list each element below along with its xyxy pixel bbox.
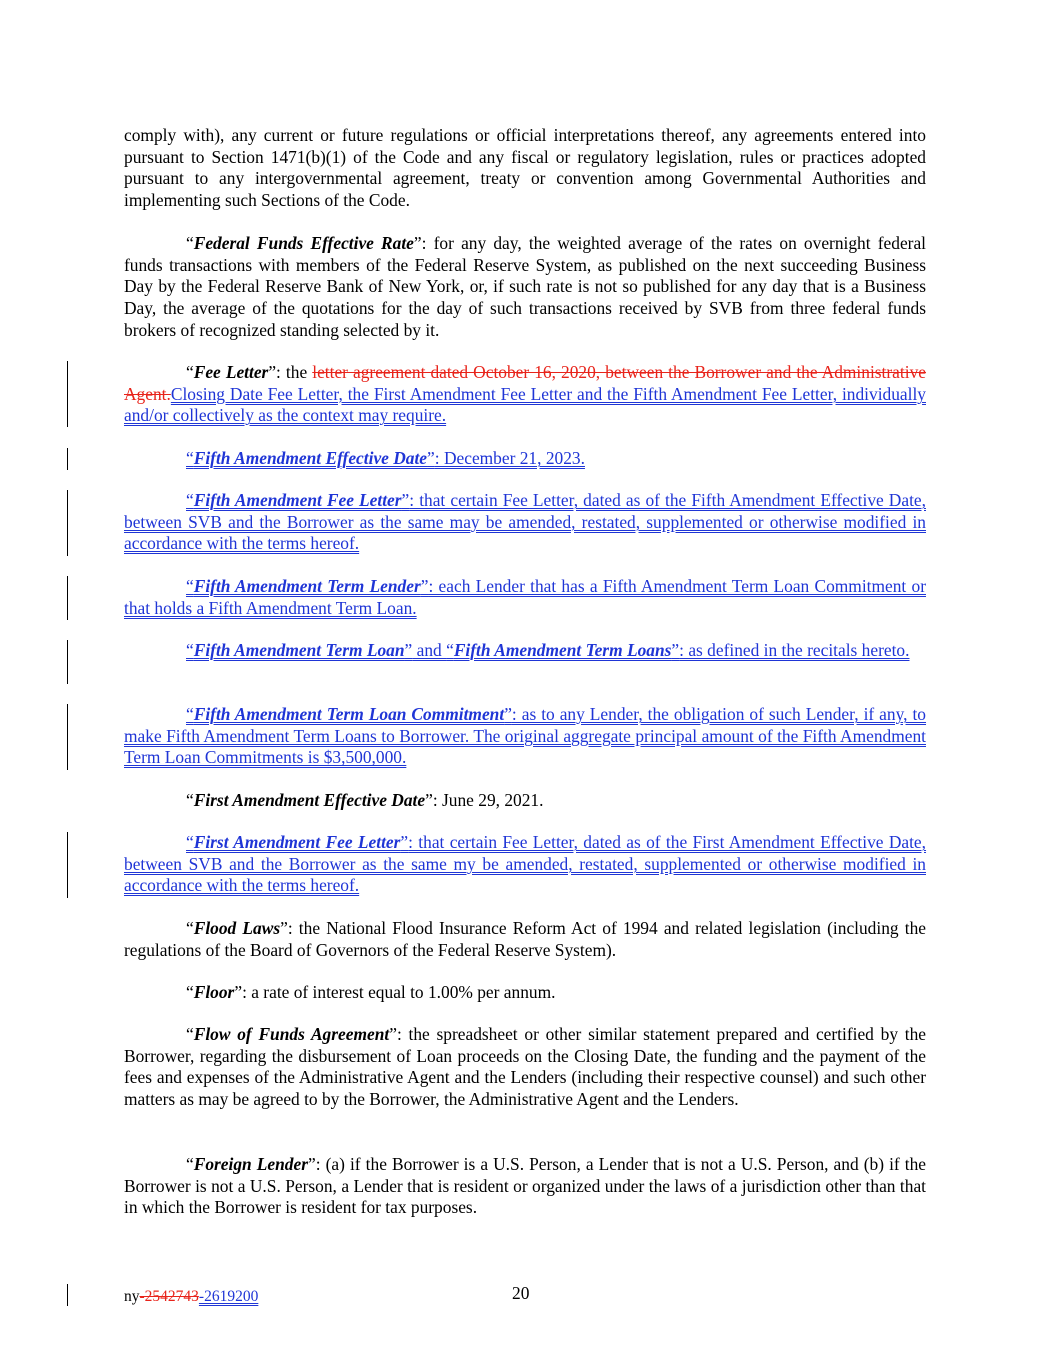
open-quote: “: [186, 576, 194, 596]
defined-term: Foreign Lender: [193, 1154, 308, 1174]
defined-term: Fifth Amendment Fee Letter: [193, 490, 402, 510]
definition-foreign-lender: [124, 1154, 926, 1219]
definition-flood-laws: [124, 918, 926, 961]
defined-term: Floor: [193, 982, 235, 1002]
definition-text: : that certain Fee Letter, dated as of the First Amendment Effective Date, between SVB and the Borrower as the same my be amended, restated, supplemented or otherwise modified in accordance with the terms hereof.: [124, 832, 927, 896]
definition-text: : the: [276, 362, 313, 382]
definition-first-amendment-fee-letter: [124, 832, 926, 897]
close-quote: ”: [425, 790, 433, 810]
defined-term: Fee Letter: [193, 362, 269, 382]
change-bar: [67, 1284, 68, 1306]
definition-fifth-amendment-effective-date: [124, 448, 926, 470]
definition-text: : as defined in the recitals hereto.: [679, 640, 910, 660]
conjunction: and: [412, 640, 447, 660]
defined-term: Federal Funds Effective Rate: [193, 233, 414, 253]
inserted-text: Closing Date Fee Letter, the First Amendment Fee Letter and the Fifth Amendment Fee Letter, individually and/or collectively as the context may require.: [124, 383, 926, 426]
definition-flow-of-funds-agreement: [124, 1024, 926, 1111]
close-quote: ”: [404, 640, 413, 660]
close-quote: ”: [389, 1024, 397, 1044]
open-quote: “: [186, 640, 194, 660]
definition-text: : (a) if the Borrower is a U.S. Person, a Lender that is not a U.S. Person, and (b) if the Borrower is not a U.S. Person, a Lender that is resident or organized under the laws of a jurisdiction other than that in which the Borrower is resident for tax purposes.: [124, 1154, 926, 1218]
open-quote: “: [446, 640, 454, 660]
definition-fifth-amendment-term-lender: [124, 576, 926, 619]
close-quote: ”: [413, 233, 422, 253]
change-bar: [67, 704, 68, 770]
definition-text: : a rate of interest equal to 1.00% per annum.: [242, 982, 556, 1002]
open-quote: “: [186, 362, 194, 382]
defined-term: First Amendment Fee Letter: [193, 832, 401, 852]
change-bar: [67, 576, 68, 620]
change-bar: [67, 640, 68, 684]
close-quote: ”: [504, 704, 512, 724]
definition-fifth-amendment-fee-letter: [124, 490, 926, 555]
close-quote: ”: [268, 362, 277, 382]
open-quote: “: [186, 918, 194, 938]
document-id-deleted: -2542743: [139, 1288, 199, 1305]
defined-term: Fifth Amendment Term Loan Commitment: [193, 704, 505, 724]
change-bar: [67, 832, 68, 898]
open-quote: “: [186, 490, 194, 510]
document-id: [124, 1286, 258, 1308]
paragraph-fatca-continuation: [124, 125, 926, 212]
defined-term: Fifth Amendment Term Loans: [453, 640, 672, 660]
page-number: 20: [512, 1283, 530, 1303]
definition-text: : December 21, 2023.: [434, 448, 585, 468]
paragraph-text: comply with), any current or future regulations or official interpretations thereof, any agreements entered into pursuant to Section 1471(b)(1) of the Code and any fiscal or regulatory legislation, rules or practices adopted pursuant to any intergovernmental agreement, treaty or convention among Governmental Authorities and implementing such Sections of the Code.: [124, 125, 926, 211]
close-quote: ”: [280, 918, 288, 938]
definition-federal-funds-effective-rate: [124, 233, 926, 342]
close-quote: ”: [234, 982, 243, 1002]
change-bar: [67, 361, 68, 427]
open-quote: “: [186, 1154, 194, 1174]
defined-term: Fifth Amendment Term Lender: [193, 576, 421, 596]
deleted-text: letter agreement dated October 16, 2020, between the Borrower and the Administrative Agent.: [124, 362, 926, 404]
document-id-inserted: -2619200: [198, 1288, 259, 1305]
change-bar: [67, 448, 68, 470]
close-quote: ”: [427, 448, 435, 468]
definition-text: : as to any Lender, the obligation of such Lender, if any, to make Fifth Amendment Term Loans to Borrower. The original aggregate principal amount of the Fifth Amendment Term Loan Commitments is $3,500,000.: [124, 704, 927, 768]
close-quote: ”: [307, 1154, 316, 1174]
definition-fifth-amendment-term-loan-commitment: [124, 704, 926, 769]
definition-fee-letter: [124, 362, 926, 427]
defined-term: Fifth Amendment Effective Date: [193, 448, 428, 468]
definition-text: : June 29, 2021.: [432, 790, 544, 810]
open-quote: “: [186, 982, 194, 1002]
open-quote: “: [186, 790, 194, 810]
close-quote: ”: [401, 490, 410, 510]
definition-floor: [124, 982, 926, 1004]
defined-term: Flow of Funds Agreement: [193, 1024, 390, 1044]
open-quote: “: [186, 233, 194, 253]
defined-term: First Amendment Effective Date: [193, 790, 426, 810]
definition-text: : each Lender that has a Fifth Amendment Term Loan Commitment or that holds a Fifth Amendment Term Loan.: [124, 576, 926, 618]
close-quote: ”: [420, 576, 429, 596]
document-id-prefix: ny: [124, 1288, 140, 1305]
change-bar: [67, 490, 68, 556]
defined-term: Fifth Amendment Term Loan: [193, 640, 405, 660]
open-quote: “: [186, 1024, 194, 1044]
definition-text: : for any day, the weighted average of the rates on overnight federal funds transactions with members of the Federal Reserve System, as published on the next succeeding Business Day by the Federal Reserve Bank of New York, or, if such rate is not so published for any day that is a Business Day, the average of the quotations for the day of such transactions received by SVB from three federal funds brokers of recognized standing selected by it.: [124, 233, 926, 340]
definition-fifth-amendment-term-loan: [124, 640, 926, 662]
definition-text: : that certain Fee Letter, dated as of the Fifth Amendment Effective Date, between SVB and the Borrower as the same may be amended, restated, supplemented or otherwise modified in accordance with the terms hereof.: [124, 490, 926, 554]
definition-first-amendment-effective-date: [124, 790, 926, 812]
definition-text: : the National Flood Insurance Reform Act of 1994 and related legislation (including the regulations of the Board of Governors of the Federal Reserve System).: [124, 918, 926, 960]
open-quote: “: [186, 832, 194, 852]
close-quote: ”: [671, 640, 680, 660]
defined-term: Flood Laws: [193, 918, 281, 938]
definition-text: : the spreadsheet or other similar statement prepared and certified by the Borrower, regarding the disbursement of Loan proceeds on the Closing Date, the funding and the payment of the fees and expenses of the Administrative Agent and the Lenders (including their respective counsel) and such other matters as may be agreed to by the Borrower, the Administrative Agent and the Lenders.: [124, 1024, 927, 1110]
open-quote: “: [186, 704, 194, 724]
open-quote: “: [186, 448, 194, 468]
close-quote: ”: [400, 832, 409, 852]
